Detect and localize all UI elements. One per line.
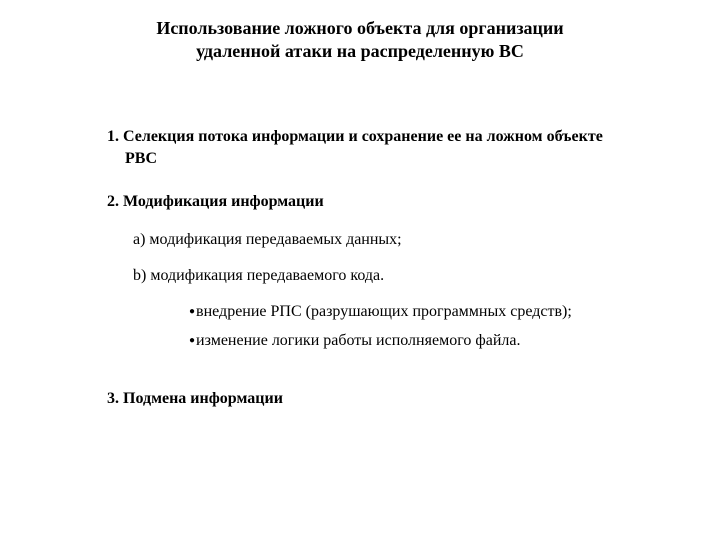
bullet-item-1-text: внедрение РПС (разрушающих программных средств); [196,303,572,320]
bullet-item-2-text: изменение логики работы исполняемого файла. [196,332,521,349]
sub-item-b: b) модификация передаваемого кода. [133,267,385,284]
title-line-2: удаленной атаки на распределенную ВС [196,41,524,61]
bullet-item-2 [189,331,520,351]
bullet-dot-icon: ● [189,335,196,346]
list-item-1-line-2: РВС [125,150,157,167]
bullet-item-1 [189,302,572,322]
sub-item-a: а) модификация передаваемых данных; [133,231,402,248]
list-item-1-line-1: 1. Селекция потока информации и сохранение ее на ложном объекте [107,128,603,145]
page-title [60,17,660,63]
title-line-1: Использование ложного объекта для организации [156,18,564,38]
bullet-dot-icon: ● [189,306,196,317]
list-item-2: 2. Модификация информации [107,193,324,210]
list-item-3: 3. Подмена информации [107,390,283,407]
